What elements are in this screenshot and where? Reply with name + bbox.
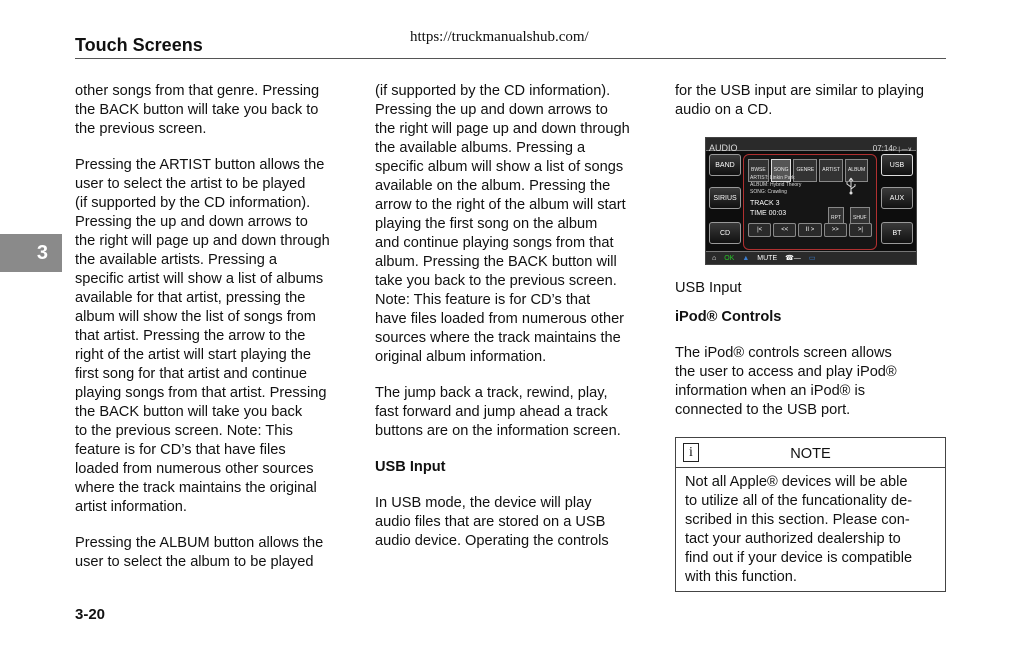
repeat-button[interactable]: RPT xyxy=(828,207,844,230)
display-icon[interactable]: ▭ xyxy=(808,254,816,262)
artist-line: ARTIST: Linkin Park xyxy=(750,175,795,181)
section-title: Touch Screens xyxy=(75,35,203,55)
paragraph: The jump back a track, rewind, play, fast forward and jump ahead a track buttons are on the information screen. xyxy=(375,385,621,439)
transport-controls xyxy=(748,223,872,237)
tab-song[interactable]: SONG xyxy=(771,159,792,182)
tab-bwse[interactable]: BWSE xyxy=(748,159,769,182)
previous-track-button[interactable]: |< xyxy=(748,223,771,237)
screen-title: AUDIO xyxy=(709,143,738,153)
figure-caption: USB Input xyxy=(675,280,742,296)
shuffle-button[interactable]: SHUF xyxy=(850,207,870,230)
ipod-controls-heading: iPod® Controls xyxy=(675,309,782,325)
track-number: TRACK 3 xyxy=(750,200,780,207)
usb-input-screen-figure xyxy=(705,137,917,265)
tab-genre[interactable]: GENRE xyxy=(793,159,817,182)
cd-button[interactable]: CD xyxy=(709,222,741,244)
usb-button[interactable]: USB xyxy=(881,154,913,176)
screen-info-panel xyxy=(743,154,877,250)
screen-clock: 07:14P | —∨ xyxy=(872,144,912,153)
screen-status-bar xyxy=(706,138,916,151)
phone-icon[interactable]: ☎— xyxy=(785,254,801,262)
paragraph: In USB mode, the device will play audio files that are stored on a USB audio device. Operating the controls xyxy=(375,495,609,549)
fast-forward-button[interactable]: >> xyxy=(824,223,847,237)
note-body: Not all Apple® devices will be able to utilize all of the funcationality de- scribed in this section. Please con- tact your authorized dealership to find out if your device is compatible with this function. xyxy=(685,474,913,585)
bt-button[interactable]: BT xyxy=(881,222,913,244)
paragraph: for the USB input are similar to playing audio on a CD. xyxy=(675,83,925,118)
usb-input-heading: USB Input xyxy=(375,459,446,475)
ok-button[interactable]: OK xyxy=(724,254,735,262)
usb-icon xyxy=(844,177,858,200)
mute-button[interactable]: MUTE xyxy=(757,254,778,262)
column-1 xyxy=(75,82,347,589)
paragraph: (if supported by the CD information). Pressing the up and down arrows to the right will page up and down through the available albums. Pressing a specific album will show a list of songs available on the album. Pressing the arrow to the right of the album will start playing the first song on the album and continue playing songs from that album. Pressing the BACK button will take you back to the previous screen. Note: This feature is for CD’s that have files loaded from numerous other sources where the track maintains the original album information. xyxy=(375,83,630,365)
watermark-url: https://truckmanualshub.com/ xyxy=(410,29,589,45)
sirius-button[interactable]: SIRIUS xyxy=(709,187,741,209)
note-label: NOTE xyxy=(790,446,831,462)
paragraph: Pressing the ARTIST button allows the user to select the artist to be played (if supported by the CD information). Pressing the up and down arrows to the right will page up and down through the available artists. Pressing a specific artist will show a list of albums available for that artist, pressing the album will show the list of songs from that artist. Pressing the arrow to the right of the artist will start playing the first song for that artist and continue playing songs from that artist. Pressing the BACK button will take you back to the previous screen. Note: This feature is for CD’s that have files loaded from numerous other sources where the track maintains the original artist information. xyxy=(75,157,330,515)
paragraph: Pressing the ALBUM button allows the user to select the album to be played xyxy=(75,535,324,570)
note-box xyxy=(675,437,946,592)
album-line: ALBUM: Hybrid Theory xyxy=(750,182,802,188)
column-2 xyxy=(375,82,647,568)
info-icon: i xyxy=(683,443,699,462)
track-time: TIME 00:03 xyxy=(750,210,787,217)
tab-artist[interactable]: ARTIST xyxy=(819,159,843,182)
column-3 xyxy=(675,82,947,592)
song-line: SONG: Crawling xyxy=(750,189,787,195)
paragraph: The iPod® controls screen allows the user to access and play iPod® information when an iPod® is connected to the USB port. xyxy=(675,345,897,418)
page-number: 3-20 xyxy=(75,606,106,623)
next-track-button[interactable]: >| xyxy=(849,223,872,237)
play-pause-button[interactable]: II > xyxy=(798,223,821,237)
track-status xyxy=(750,199,786,219)
screen-bottom-bar xyxy=(706,251,916,264)
header-divider xyxy=(75,58,946,59)
chapter-tab: 3 xyxy=(0,234,62,272)
aux-button[interactable]: AUX xyxy=(881,187,913,209)
band-button[interactable]: BAND xyxy=(709,154,741,176)
home-icon[interactable]: ⌂ xyxy=(712,254,717,262)
rewind-button[interactable]: << xyxy=(773,223,796,237)
up-arrow-icon[interactable]: ▲ xyxy=(742,254,750,262)
tab-album[interactable]: ALBUM xyxy=(845,159,868,182)
paragraph: other songs from that genre. Pressing the BACK button will take you back to the previous screen. xyxy=(75,83,320,137)
note-header xyxy=(676,438,945,468)
track-metadata xyxy=(750,175,801,196)
